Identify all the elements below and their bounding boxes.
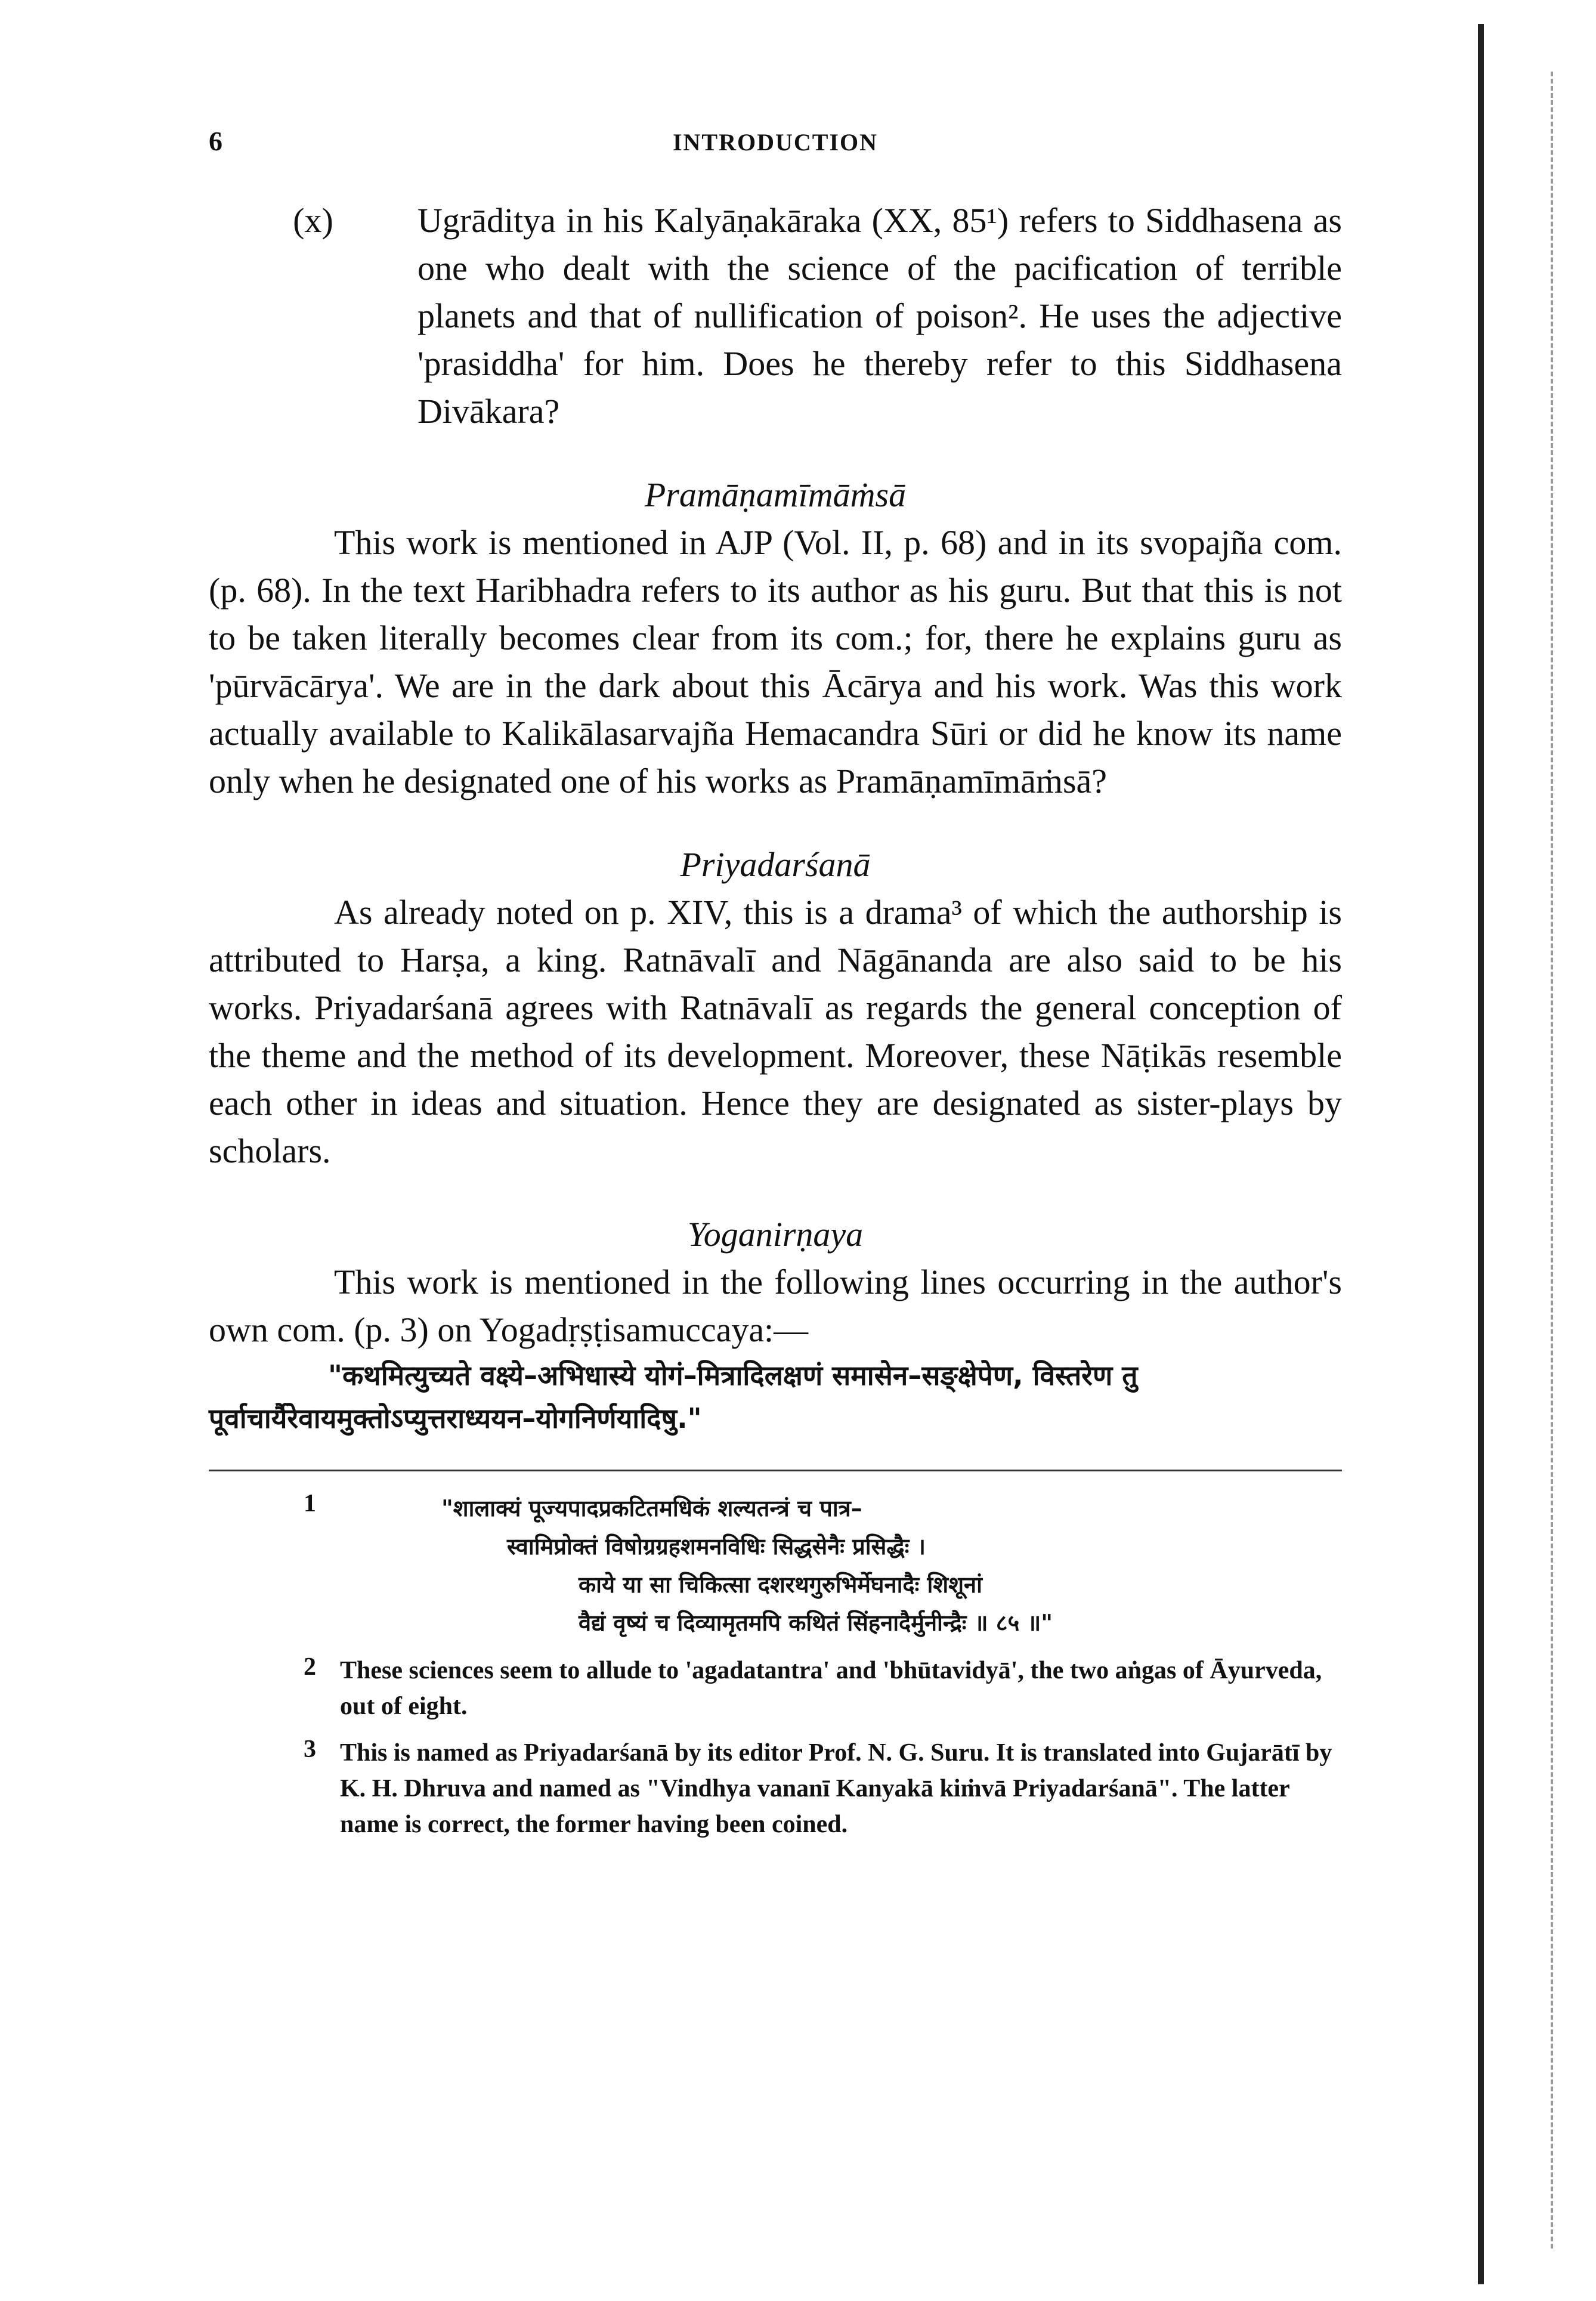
section-paragraph: This work is mentioned in AJP (Vol. II, p. 68) and in its svopajña com. (p. 68). In the text Haribhadra refers to its author as his guru. But that this is not to be taken literally becomes clear from its com.; for, there he explains guru as 'pūrvācārya'. We are in the dark about this Ācārya and his work. Was this work actually available to Kalikālasarvajña Hemacandra Sūri or did he know its name only when he designated one of his works as Pramāṇamīmāṁsā? <box>209 523 1342 800</box>
verse-line: काये या सा चिकित्सा दशरथगुरुभिर्मेघनादैः शिशूनां <box>579 1572 982 1598</box>
running-title: INTRODUCTION <box>672 129 879 156</box>
page-header <box>209 125 1342 167</box>
list-item-x <box>209 197 1342 435</box>
verse-line: वैद्यं वृष्यं च दिव्यामृतमपि कथितं सिंहनादैर्मुनीन्द्रैः ॥ ८५ ॥" <box>579 1610 1053 1636</box>
footnote-text: This is named as Priyadarśanā by its editor Prof. N. G. Suru. It is translated into Gujarātī by K. H. Dhruva and named as "Vindhya vananī Kanyakā kiṁvā Priyadarśanā". The latter name is correct, the former having been coined. <box>340 1739 1332 1838</box>
footnote-number: 2 <box>304 1653 316 1681</box>
item-text: Ugrāditya in his Kalyāṇakāraka (XX, 85¹) refers to Siddhasena as one who dealt with the science of the pacification of terrible planets and that of nullification of poison². He uses the adjective 'prasiddha' for him. Does he thereby refer to this Siddhasena Divākara? <box>417 201 1342 431</box>
sanskrit-quote: "कथमित्युच्यते वक्ष्ये–अभिधास्ये योगं–मित्रादिलक्षणं समासेन–सङ्क्षेपेण, विस्तरेण तु पूर्वाचार्यैरेवायमुक्तोऽप्युत्तराध्ययन–योगनिर्णयादिषु." <box>209 1359 1138 1434</box>
verse-line: स्वामिप्रोक्तं विषोग्रग्रहशमनविधिः सिद्धसेनैः प्रसिद्धैः । <box>507 1533 926 1560</box>
footnote <box>209 1735 1342 1842</box>
footnote-text: These sciences seem to allude to 'agadatantra' and 'bhūtavidyā', the two aṅgas of Āyurveda, out of eight. <box>340 1657 1322 1720</box>
page-body <box>209 197 1342 1853</box>
section-title-yoganirnaya: Yoganirṇaya <box>687 1215 864 1254</box>
page-edge-rule <box>1478 24 1484 2284</box>
page-number: 6 <box>209 126 222 156</box>
section-paragraph: This work is mentioned in the following lines occurring in the author's own com. (p. 3) on Yogadṛṣṭisamuccaya:— <box>209 1263 1342 1349</box>
section-paragraph: As already noted on p. XIV, this is a drama³ of which the authorship is attributed to Harṣa, a king. Ratnāvalī and Nāgānanda are also said to be his works. Priyadarśanā agrees with Ratnāvalī as regards the general conception of the theme and the method of its development. Moreover, these Nāṭikās resemble each other in ideas and situation. Hence they are designated as sister-plays by scholars. <box>209 893 1342 1170</box>
footnote <box>209 1653 1342 1724</box>
section-title-priyadarsana: Priyadarśanā <box>680 845 871 884</box>
footnote-verse <box>340 1489 1342 1642</box>
item-label: (x) <box>293 201 333 240</box>
section-title-pramanamimamsa: Pramāṇamīmāṁsā <box>644 475 907 514</box>
footnote-number: 1 <box>304 1490 316 1517</box>
footnote-rule <box>209 1470 1342 1471</box>
verse-line: "शालाक्यं पूज्यपादप्रकटितमधिकं शल्यतन्त्रं च पात्र– <box>441 1495 862 1521</box>
page-edge-marks <box>1551 72 1565 2249</box>
footnote <box>209 1489 1342 1642</box>
footnote-number: 3 <box>304 1736 316 1763</box>
